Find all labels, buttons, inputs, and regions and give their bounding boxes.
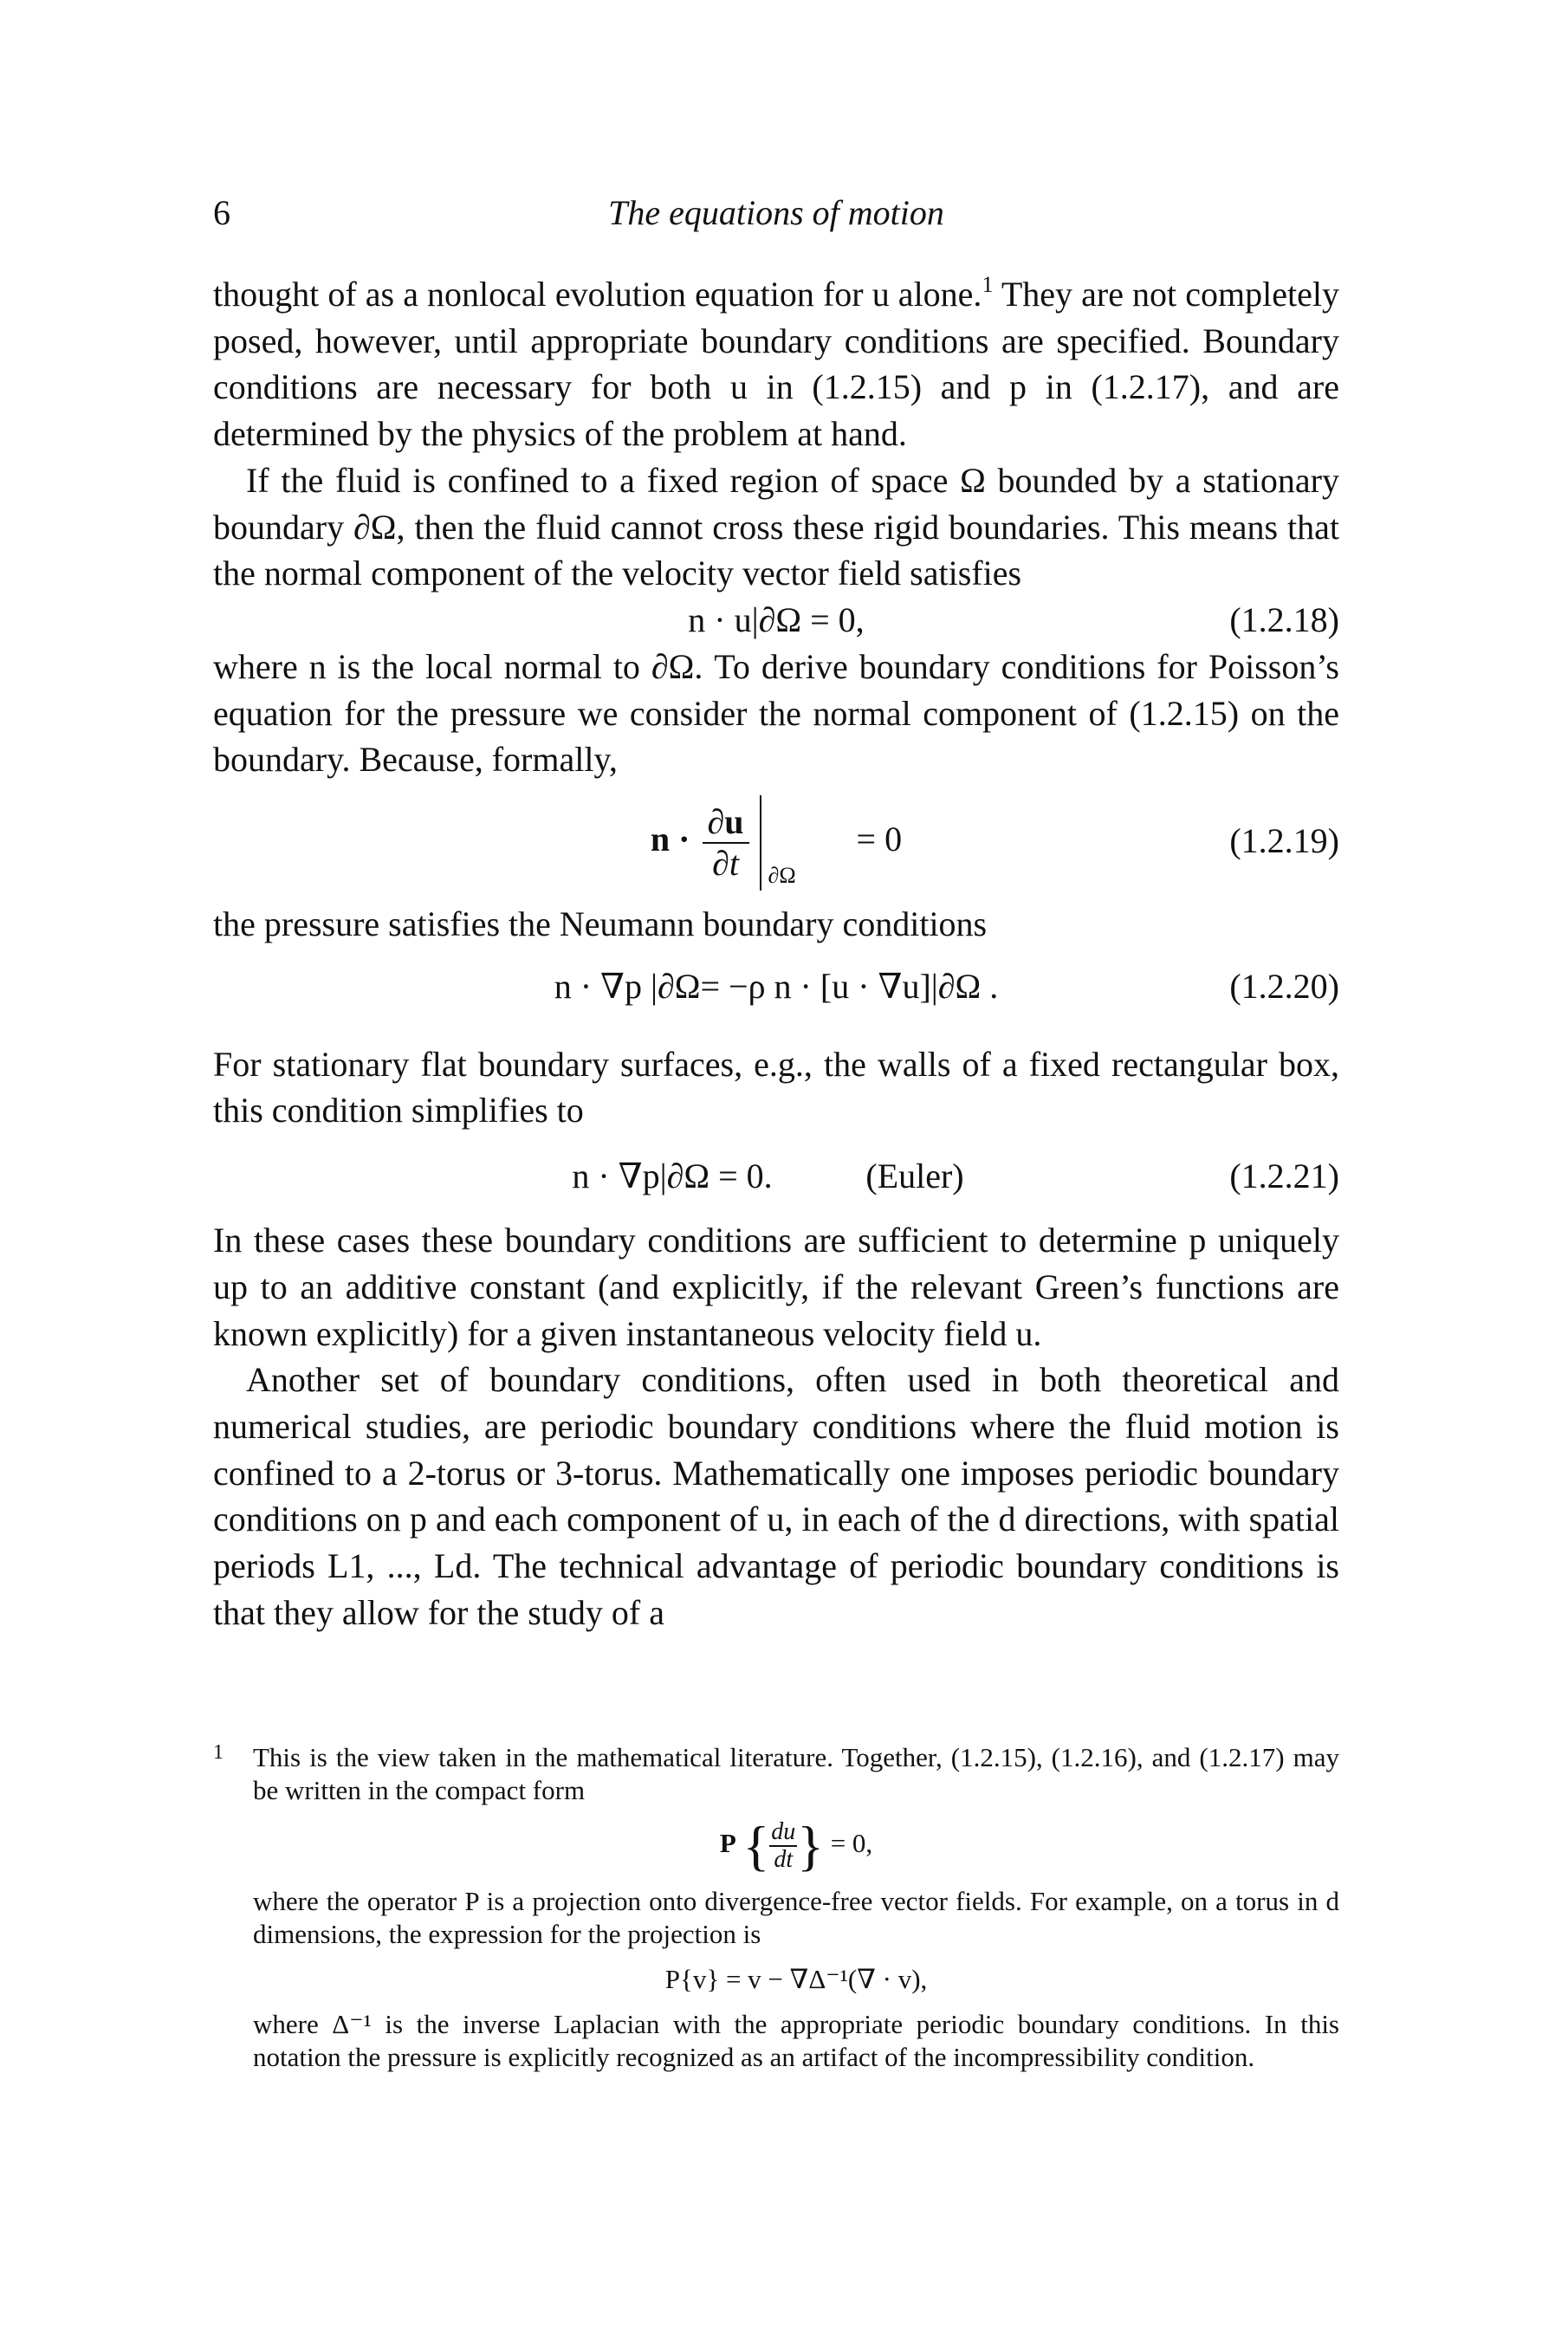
paragraph-1: thought of as a nonlocal evolution equation for u alone.$^1$ They are not completely posed, however, until appropriate boundary conditions are specified. Boundary conditions are necessary for both u in (1.2.15) and p in (1.2.17), and are determined by the physics of the problem at hand.: [213, 272, 1339, 454]
equation-1-2-18: [213, 597, 1339, 644]
paragraph-6: In these cases these boundary conditions are sufficient to determine p uniquely up to an additive constant (and explicitly, if the relevant Green’s functions are known explicitly) for a given instantaneous velocity field u.: [213, 1221, 1339, 1353]
paragraph-2: If the fluid is confined to a fixed region of space Ω bounded by a stationary boundary ∂Ω, then the fluid cannot cross these rigid boundaries. This means that the normal component of the velocity vector field satisfies: [213, 460, 1339, 593]
equation-body: n · ∇p|∂Ω = 0.: [572, 1156, 773, 1196]
footnote-ref: 1: [982, 272, 994, 297]
equation-label: (Euler): [865, 1156, 964, 1196]
equation-number: (1.2.20): [1229, 966, 1339, 1006]
equation-body: n · $\frac{\partial u}{\partial t}$ ∂Ω = 0: [213, 795, 1339, 891]
page-header: [213, 192, 1339, 244]
paragraph-4: the pressure satisfies the Neumann boundary conditions: [213, 904, 988, 944]
main-text: [213, 262, 1339, 1636]
equation-number: (1.2.18): [1229, 599, 1339, 639]
footnote-text-1: This is the view taken in the mathematical literature. Together, (1.2.15), (1.2.16), and (1.2.17) may be written in the compact form: [253, 1742, 1339, 1805]
fraction: $\frac{du}{dt}$: [771, 1818, 796, 1873]
equation-1-2-19: [213, 783, 1339, 901]
footnote-equation-2: P{v} = v − ∇Δ⁻¹(∇ · v),: [664, 1964, 928, 1994]
paragraph-7: Another set of boundary conditions, often used in both theoretical and numerical studies, are periodic boundary conditions where the fluid motion is confined to a 2-torus or 3-torus. Mathematically one imposes periodic boundary conditions on p and each component of u, in each of the d directions, with spatial periods L1, ..., Ld. The technical advantage of periodic boundary conditions is that they allow for the study of a: [213, 1360, 1339, 1632]
fraction: $\frac{\partial u}{\partial t}$: [703, 802, 749, 884]
equation-number: (1.2.19): [1229, 821, 1339, 861]
equation-1-2-20: [213, 948, 1339, 1041]
footnote-text-3: where Δ⁻¹ is the inverse Laplacian with the appropriate periodic boundary conditions. In this notation the pressure is explicitly recognized as an artifact of the incompressibility condition.: [253, 2009, 1339, 2072]
equation-body: n · ∇p |∂Ω= −ρ n · [u · ∇u]|∂Ω .: [554, 966, 999, 1006]
equation-body: n · u|∂Ω = 0,: [688, 599, 865, 639]
footnote-mark: 1: [213, 1741, 224, 1764]
page-number: 6: [213, 193, 230, 232]
paragraph-3: where n is the local normal to ∂Ω. To derive boundary conditions for Poisson’s equation for the pressure we consider the normal component of (1.2.15) on the boundary. Because, formally,: [213, 646, 1339, 780]
running-title: The equations of motion: [608, 193, 944, 232]
footnote-equation-1: P { $\frac{du}{dt}$ } = 0,: [719, 1815, 873, 1876]
equation-number: (1.2.21): [1229, 1156, 1339, 1196]
footnote: [213, 1741, 1339, 2074]
evaluation-bar: ∂Ω: [760, 795, 848, 891]
footnote-text-2: where the operator P is a projection onto divergence-free vector fields. For example, on a torus in d dimensions, the expression for the projection is: [253, 1886, 1339, 1949]
paragraph-5: For stationary flat boundary surfaces, e.g., the walls of a fixed rectangular box, this condition simplifies to: [213, 1044, 1339, 1130]
equation-1-2-21: [213, 1134, 1339, 1217]
